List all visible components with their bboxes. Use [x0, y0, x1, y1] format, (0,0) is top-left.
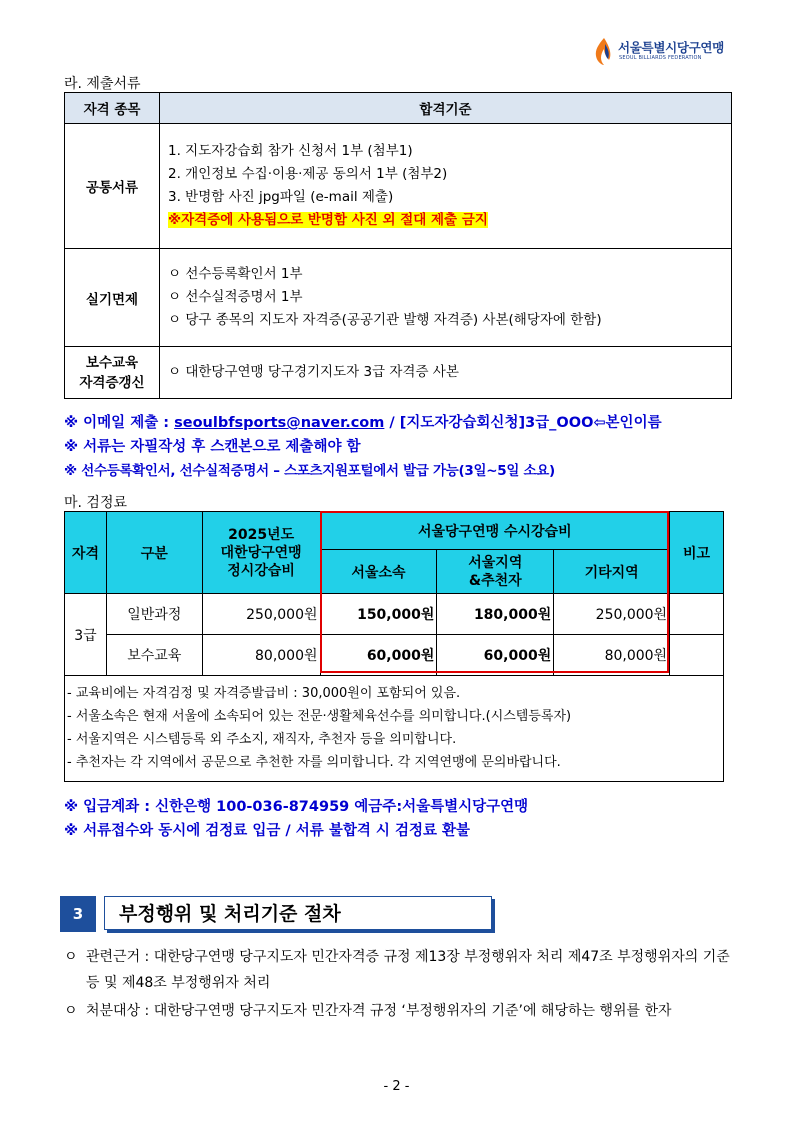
- seoul-fee: 150,000원: [320, 594, 437, 635]
- documents-table: [64, 92, 732, 399]
- fee-footnotes: [64, 674, 724, 782]
- list-item: ㅇ 선수실적증명서 1부: [168, 289, 303, 305]
- col-header-criteria: 합격기준: [160, 93, 732, 124]
- footnote: - 추천자는 각 지역에서 공문으로 추천한 자를 의미합니다. 각 지역연맹에 문의바랍니다.: [67, 755, 561, 770]
- seoul-fee: 60,000원: [320, 635, 437, 676]
- table-row: [65, 124, 732, 249]
- list-item: ㅇ 선수등록확인서 1부: [168, 266, 303, 282]
- page-number: - 2 -: [383, 1079, 410, 1094]
- row-label: 자격증갱신: [79, 374, 145, 391]
- section-heading: [60, 896, 492, 932]
- org-name: 서울특별시당구연맹: [618, 40, 724, 55]
- org-logo: [592, 36, 742, 66]
- grade-cell: 3급: [65, 594, 107, 676]
- other-fee: 250,000원: [554, 594, 670, 635]
- paragraph-text: 관련근거 : 대한당구연맹 당구지도자 민간자격증 규정 제13장 부정행위자 처리 제47조 부정행위자의 기준 등 및 제48조 부정행위자 처리: [86, 949, 730, 991]
- list-item: 2. 개인정보 수집·이용·제공 동의서 1부 (첨부2): [168, 166, 448, 182]
- section-title-fees: 마. 검정료: [64, 495, 127, 511]
- regular-fee: 80,000원: [202, 635, 320, 676]
- row-label: 공통서류: [65, 124, 160, 249]
- email-link[interactable]: seoulbfsports@naver.com: [174, 415, 385, 431]
- col-header-region: 서울지역: [468, 554, 523, 571]
- table-row: [65, 347, 732, 399]
- table-row: [65, 594, 724, 635]
- section-title-documents: 라. 제출서류: [64, 76, 141, 92]
- photo-warning: ※자격증에 사용됨으로 반명함 사진 외 절대 제출 금지: [168, 212, 488, 228]
- table-row: [65, 249, 732, 347]
- footnote: - 교육비에는 자격검정 및 자격증발급비 : 30,000원이 포함되어 있음.: [67, 686, 461, 701]
- type-cell: 일반과정: [106, 594, 202, 635]
- list-item: ㅇ 당구 종목의 지도자 자격증(공공기관 발행 자격증) 사본(해당자에 한함): [168, 312, 602, 328]
- section-title: 부정행위 및 처리기준 절차: [104, 896, 492, 930]
- col-header-regular: 대한당구연맹: [220, 544, 302, 561]
- email-note: ※ 이메일 제출 : seoulbfsports@naver.com / [지도자강습회신청]3급_OOO⇦본인이름: [64, 415, 662, 431]
- list-item: 3. 반명함 사진 jpg파일 (e-mail 제출): [168, 189, 394, 205]
- region-fee: 180,000원: [437, 594, 554, 635]
- row-label: 보수교육: [85, 354, 139, 371]
- list-item: ㅇ 대한당구연맹 당구경기지도자 3급 자격증 사본: [168, 364, 459, 380]
- col-header-regular: 정시강습비: [227, 562, 295, 579]
- list-item: 1. 지도자강습회 참가 신청서 1부 (첨부1): [168, 143, 413, 159]
- col-header-seoul: 서울소속: [320, 550, 437, 594]
- regular-fee: 250,000원: [202, 594, 320, 635]
- col-group-header: 서울당구연맹 수시강습비: [320, 512, 670, 550]
- paragraph-basis: [64, 944, 740, 996]
- refund-note: ※ 서류접수와 동시에 검정료 입금 / 서류 불합격 시 검정료 환불: [64, 823, 471, 839]
- col-header-type: 구분: [106, 512, 202, 594]
- col-header-region: &추천자: [468, 572, 522, 589]
- col-header-qualification: 자격 종목: [65, 93, 160, 124]
- portal-note: ※ 선수등록확인서, 선수실적증명서 – 스포츠지원포털에서 발급 가능(3일~5일 소요): [64, 463, 555, 479]
- footnote: - 서울소속은 현재 서울에 소속되어 있는 전문·생활체육선수를 의미합니다.(시스템등록자): [67, 709, 572, 724]
- paragraph-target: [64, 998, 740, 1024]
- col-header-note: 비고: [670, 512, 724, 594]
- account-note: ※ 입금계좌 : 신한은행 100-036-874959 예금주:서울특별시당구연맹: [64, 799, 529, 815]
- paragraph-text: 처분대상 : 대한당구연맹 당구지도자 민간자격 규정 ‘부정행위자의 기준’에 해당하는 행위를 한자: [86, 1003, 672, 1019]
- flame-logo-icon: [592, 36, 616, 66]
- other-fee: 80,000원: [554, 635, 670, 676]
- region-fee: 60,000원: [437, 635, 554, 676]
- scan-note: ※ 서류는 자필작성 후 스캔본으로 제출해야 함: [64, 439, 361, 455]
- col-header-regular: 2025년도: [228, 526, 295, 543]
- fees-table: [64, 511, 724, 676]
- row-label: 실기면제: [65, 249, 160, 347]
- col-header-qualification: 자격: [65, 512, 107, 594]
- footnote: - 서울지역은 시스템등록 외 주소지, 재직자, 추천자 등을 의미합니다.: [67, 732, 457, 747]
- org-name-english: SEOUL BILLIARDS FEDERATION: [619, 55, 702, 61]
- bullet-icon: ㅇ: [64, 1003, 78, 1019]
- table-row: [65, 635, 724, 676]
- type-cell: 보수교육: [106, 635, 202, 676]
- col-header-other: 기타지역: [554, 550, 670, 594]
- section-number: 3: [60, 896, 96, 932]
- bullet-icon: ㅇ: [64, 949, 78, 965]
